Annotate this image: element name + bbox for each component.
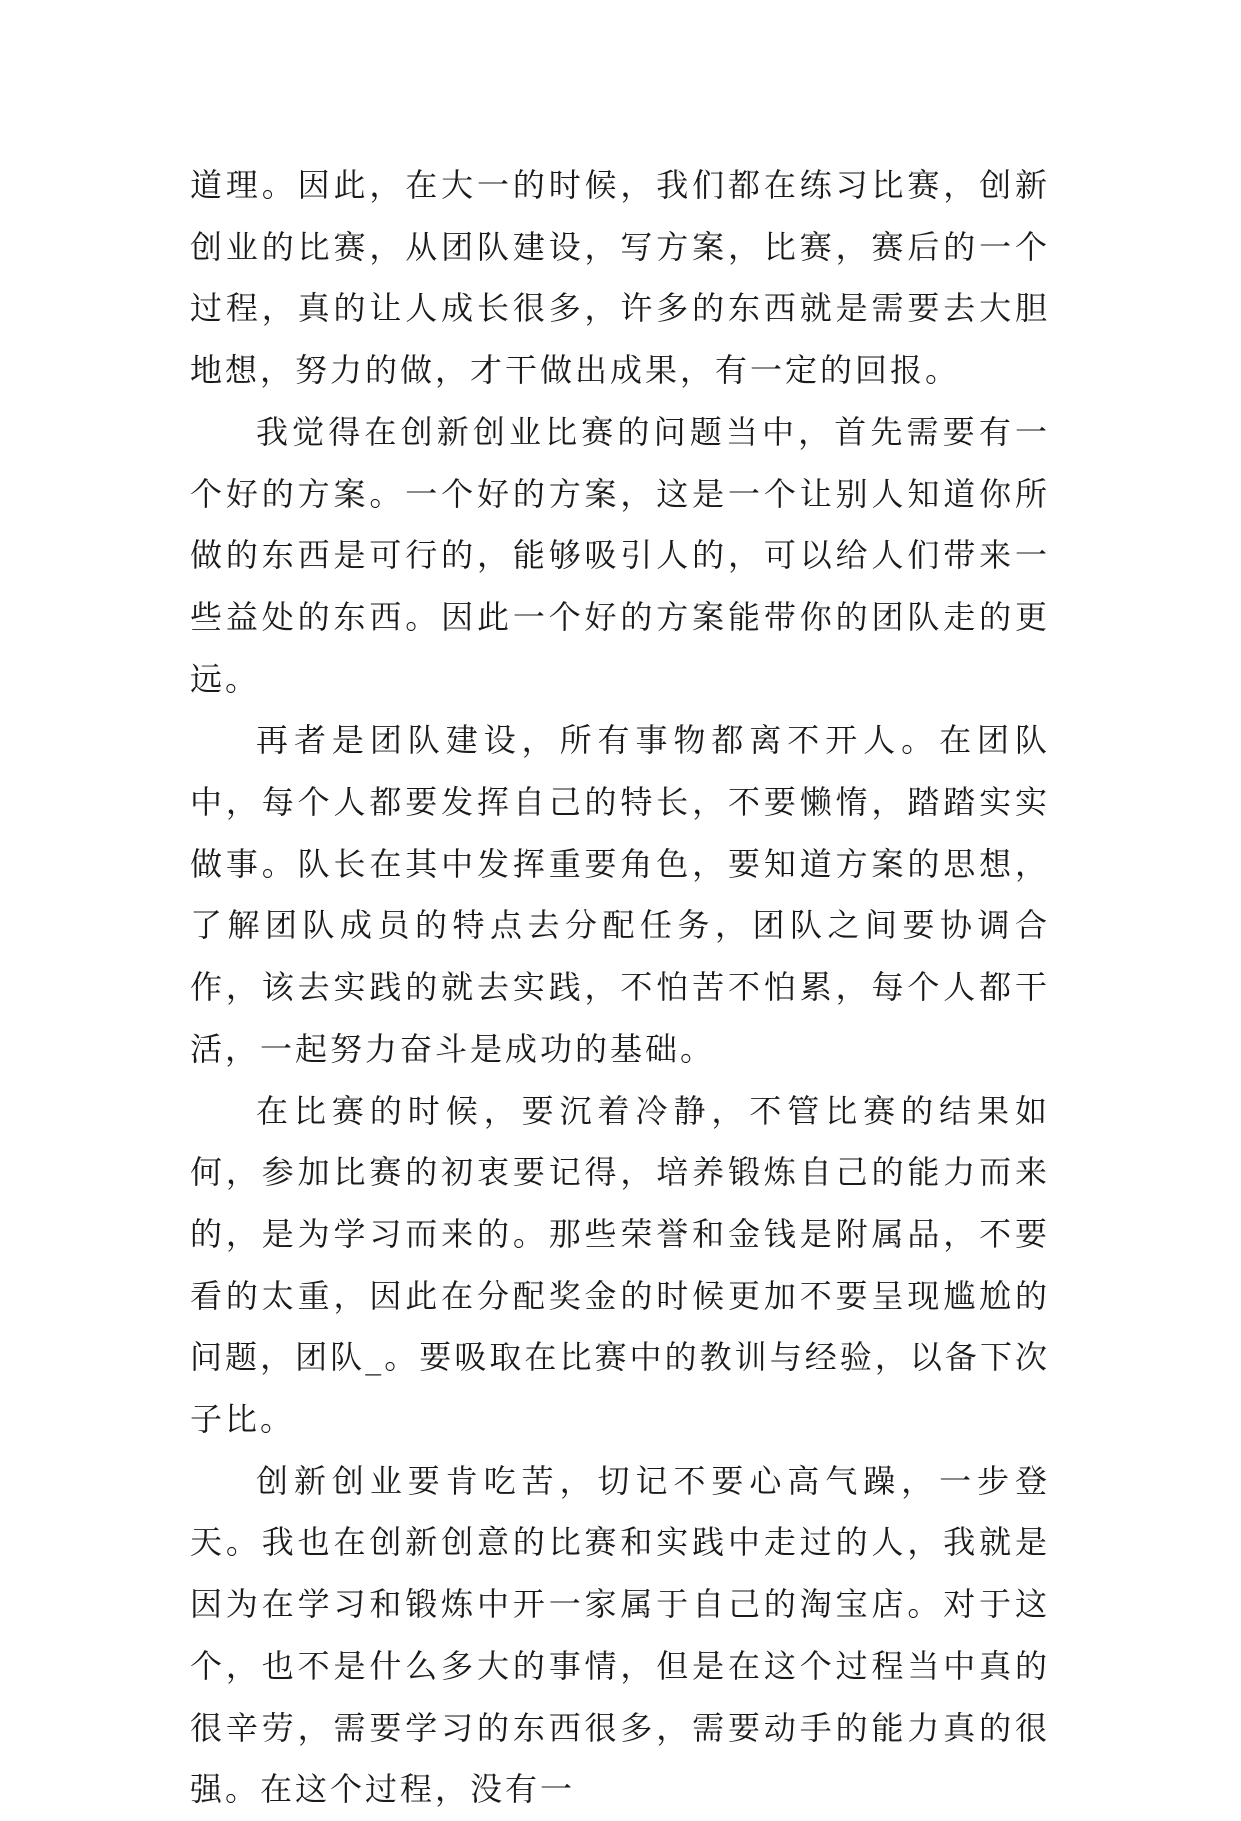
paragraph-1: 道理。因此，在大一的时候，我们都在练习比赛，创新创业的比赛，从团队建设，写方案，比赛，赛后的一个过程，真的让人成长很多，许多的东西就是需要去大胆地想，努力的做，才干做出成果，有一定的回报。 — [190, 166, 1050, 390]
paragraph-4: 在比赛的时候，要沉着冷静，不管比赛的结果如何，参加比赛的初衷要记得，培养锻炼自己的能力而来的，是为学习而来的。那些荣誉和金钱是附属品，不要看的太重，因此在分配奖金的时候更加不要呈现尴尬的问题，团队_。要吸取在比赛中的教训与经验，以备下次子比。 — [190, 1091, 1050, 1439]
paragraph-5: 创新创业要肯吃苦，切记不要心高气躁，一步登天。我也在创新创意的比赛和实践中走过的人，我就是因为在学习和锻炼中开一家属于自己的淘宝店。对于这个，也不是什么多大的事情，但是在这个过程当中真的很辛劳，需要学习的东西很多，需要动手的能力真的很强。在这个过程，没有一 — [190, 1461, 1050, 1809]
document-body — [190, 155, 1050, 1821]
paragraph-3: 再者是团队建设，所有事物都离不开人。在团队中，每个人都要发挥自己的特长，不要懒惰，踏踏实实做事。队长在其中发挥重要角色，要知道方案的思想，了解团队成员的特点去分配任务，团队之间要协调合作，该去实践的就去实践，不怕苦不怕累，每个人都干活，一起努力奋斗是成功的基础。 — [190, 721, 1050, 1068]
paragraph-2: 我觉得在创新创业比赛的问题当中，首先需要有一个好的方案。一个好的方案，这是一个让别人知道你所做的东西是可行的，能够吸引人的，可以给人们带来一些益处的东西。因此一个好的方案能带你的团队走的更远。 — [190, 412, 1050, 698]
